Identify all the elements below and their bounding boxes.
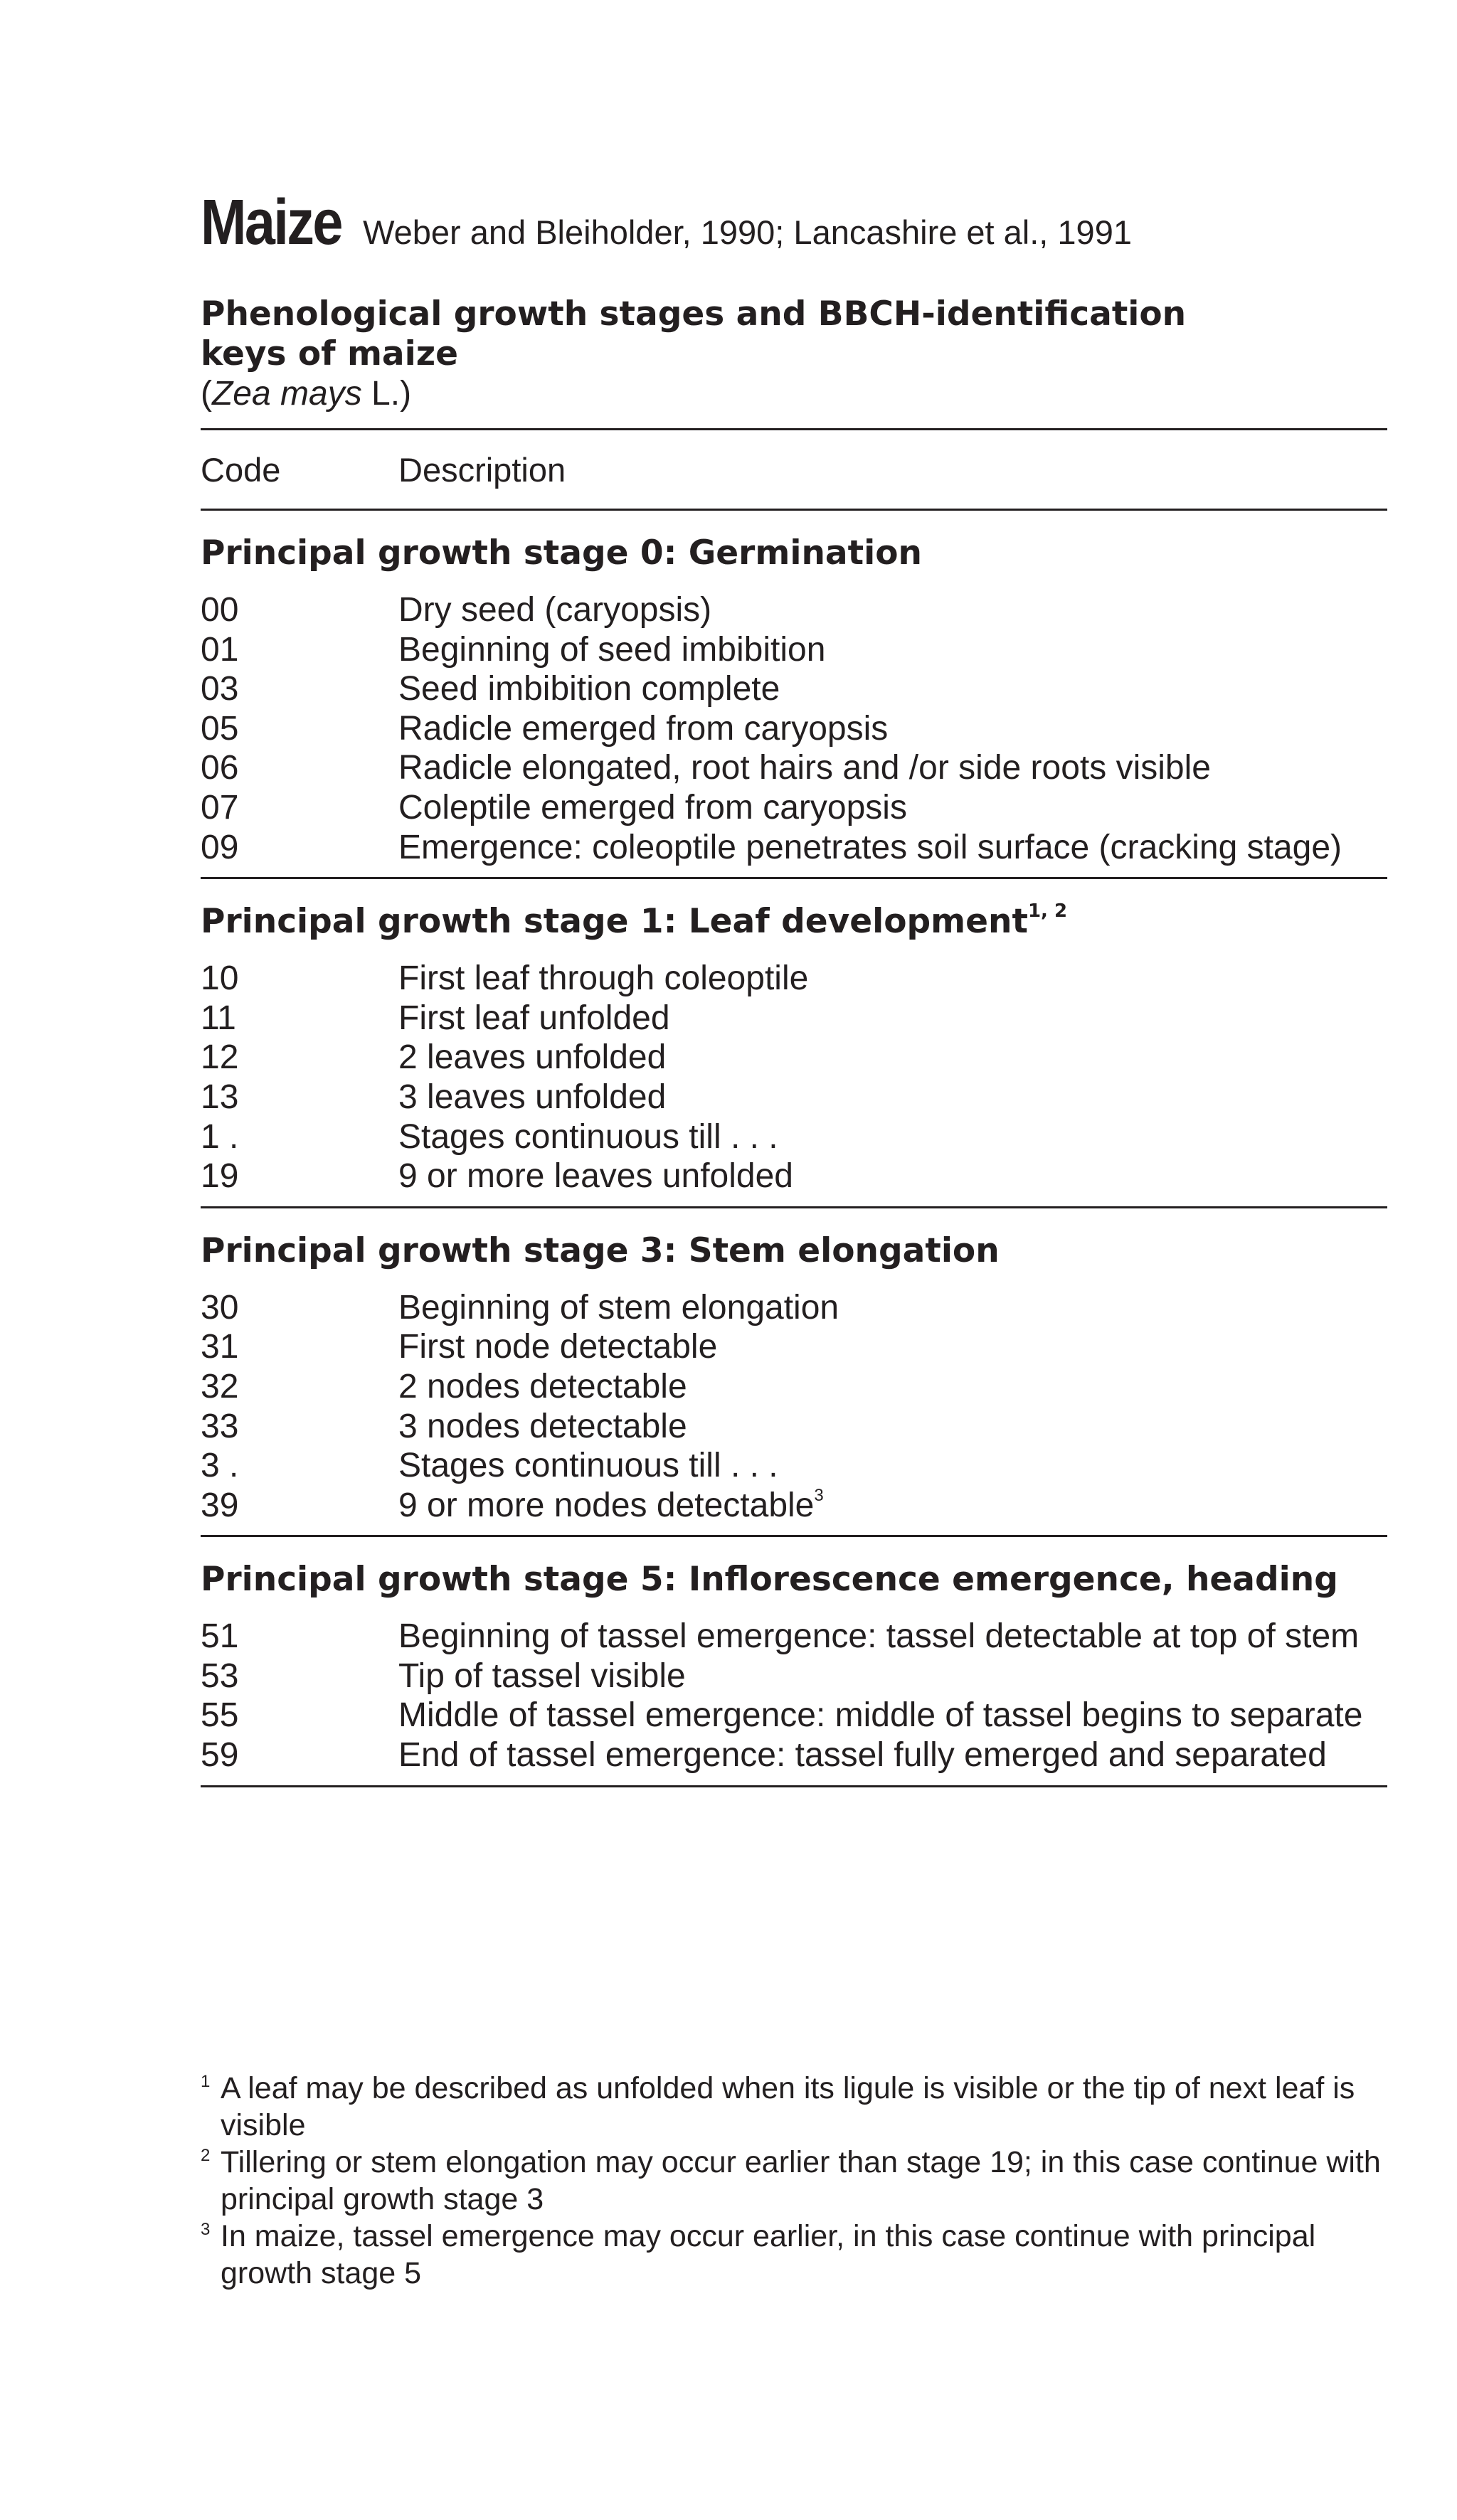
footnote-text: Tillering or stem elongation may occur earlier than stage 19; in this case continue with principal growth stage 3 [221,2145,1381,2216]
stage-description [398,748,1211,788]
stage-description [398,669,780,709]
stage-description [398,1078,666,1117]
section-title [201,1558,1387,1601]
stage-description [398,828,1342,868]
stage-code: 13 [201,1078,239,1116]
stage-description [398,1157,793,1196]
document-page [201,186,1387,1787]
stage-description-text: End of tassel emergence: tassel fully emerged and separated [398,1736,1327,1775]
stage-description [398,1038,666,1078]
table-row [201,748,1387,788]
section-title-text: Principal growth stage 3: Stem elongation [201,1230,1000,1270]
stage-description-text: Radicle elongated, root hairs and /or side roots visible [398,749,1211,787]
table-row [201,1038,1387,1078]
column-header-description: Description [398,450,566,489]
page-title: Maize [201,187,341,258]
stage-section [201,511,1387,877]
stage-description-text: Beginning of stem elongation [398,1288,839,1327]
title-row [201,186,1387,263]
stage-code: 59 [201,1736,239,1775]
stage-description [398,959,808,999]
stage-description [398,1696,1362,1735]
stage-code: 39 [201,1486,239,1524]
column-header-code: Code [201,450,281,489]
stage-description [398,788,907,828]
table-row [201,1446,1387,1486]
stage-description-text: Seed imbibition complete [398,670,780,708]
stage-description [398,1367,687,1407]
stage-description-text: Coleptile emerged from caryopsis [398,788,907,826]
stage-description [398,1327,717,1367]
table-row [201,590,1387,630]
document-heading [201,294,1387,374]
stage-description-text: 3 leaves unfolded [398,1078,667,1116]
table-row [201,1157,1387,1196]
table-row [201,630,1387,670]
stage-code: 11 [201,999,236,1037]
section-title [201,900,1387,943]
stage-description [398,709,888,749]
table-row [201,709,1387,749]
heading-line-2: keys of maize [201,334,458,373]
stage-description-text: Beginning of tassel emergence: tassel detectable at top of stem [398,1617,1360,1656]
footnote-mark: 1 [201,2072,211,2091]
stage-code: 32 [201,1367,239,1405]
stage-code: 31 [201,1328,239,1366]
stage-description [398,1446,778,1486]
stage-description [398,1288,839,1328]
table-row [201,828,1387,868]
stage-code: 19 [201,1157,239,1196]
stage-description-text: 2 leaves unfolded [398,1038,667,1077]
section-title [201,532,1387,575]
stage-description-text: Stages continuous till . . . [398,1447,778,1485]
stage-code: 03 [201,670,239,708]
stage-description-text: Emergence: coleoptile penetrates soil surface (cracking stage) [398,828,1342,866]
footnote-text: In maize, tassel emergence may occur earlier, in this case continue with principal growth stage 5 [221,2219,1316,2290]
stage-description-text: 2 nodes detectable [398,1367,687,1405]
stage-description-text: 9 or more leaves unfolded [398,1157,793,1196]
footnote [201,2218,1387,2292]
stage-description [398,630,825,670]
stage-description [398,590,711,630]
stage-code: 12 [201,1038,239,1077]
stage-code: 01 [201,630,239,669]
stage-description-text: Middle of tassel emergence: middle of tassel begins to separate [398,1696,1363,1735]
stage-sections [201,511,1387,1787]
species-italic: Zea mays [211,375,362,413]
stage-description-text: Radicle emerged from caryopsis [398,709,889,748]
stage-section [201,879,1387,1206]
footnote-mark: 2 [201,2146,211,2165]
table-row [201,1078,1387,1117]
stage-description-text: 3 nodes detectable [398,1407,687,1445]
divider [201,1785,1387,1787]
species-open-paren: ( [201,375,212,413]
stage-description-text: Stages continuous till . . . [398,1117,778,1156]
stage-section [201,1208,1387,1536]
section-title-text: Principal growth stage 0: Germination [201,533,922,573]
stage-description-text: First node detectable [398,1328,718,1366]
table-row [201,1288,1387,1328]
stage-code: 1 . [201,1117,239,1156]
table-row [201,1486,1387,1526]
stage-code: 00 [201,591,239,629]
table-row [201,669,1387,709]
table-row [201,1327,1387,1367]
stage-description-text: 9 or more nodes detectable [398,1486,815,1524]
footnote [201,2144,1387,2218]
section-title-text: Principal growth stage 1: Leaf development [201,902,1028,942]
table-row [201,1367,1387,1407]
stage-description-text: Dry seed (caryopsis) [398,591,712,629]
table-row [201,1735,1387,1775]
stage-description [398,1735,1327,1775]
table-row [201,959,1387,999]
stage-description [398,1657,686,1696]
stage-code: 33 [201,1407,239,1445]
column-header [201,430,1387,509]
stage-code: 10 [201,959,239,998]
stage-code: 06 [201,749,239,787]
stage-description [398,1617,1359,1657]
stage-code: 51 [201,1617,239,1656]
stage-code: 3 . [201,1447,239,1485]
stage-section [201,1537,1387,1785]
species-name [201,374,1387,414]
stage-code: 55 [201,1696,239,1735]
stage-code: 30 [201,1288,239,1327]
section-title-text: Principal growth stage 5: Inflorescence emergence, heading [201,1560,1338,1600]
stage-description [398,999,670,1038]
stage-code: 09 [201,828,239,866]
stage-description [398,1117,778,1157]
stage-description [398,1486,824,1526]
stage-code: 05 [201,709,239,748]
stage-code: 53 [201,1657,239,1695]
table-row [201,999,1387,1038]
stage-description-text: Tip of tassel visible [398,1657,686,1695]
title-authors: Weber and Bleiholder, 1990; Lancashire et al., 1991 [363,213,1132,251]
section-title [201,1230,1387,1272]
footnotes [201,2070,1387,2292]
table-row [201,1657,1387,1696]
stage-description-text: Beginning of seed imbibition [398,630,826,669]
footnote-text: A leaf may be described as unfolded when its ligule is visible or the tip of next leaf is visible [221,2071,1355,2142]
footnote-reference: 1, 2 [1027,900,1068,923]
table-row [201,1696,1387,1735]
heading-line-1: Phenological growth stages and BBCH-identification [201,294,1187,334]
table-row [201,788,1387,828]
stage-code: 07 [201,788,239,826]
footnote [201,2070,1387,2144]
table-row [201,1407,1387,1447]
table-row [201,1617,1387,1657]
stage-description [398,1407,687,1447]
table-row [201,1117,1387,1157]
stage-description-text: First leaf unfolded [398,999,670,1037]
species-close: L.) [361,375,412,413]
stage-description-text: First leaf through coleoptile [398,959,809,998]
footnote-mark: 3 [201,2220,211,2239]
footnote-reference: 3 [814,1485,824,1505]
